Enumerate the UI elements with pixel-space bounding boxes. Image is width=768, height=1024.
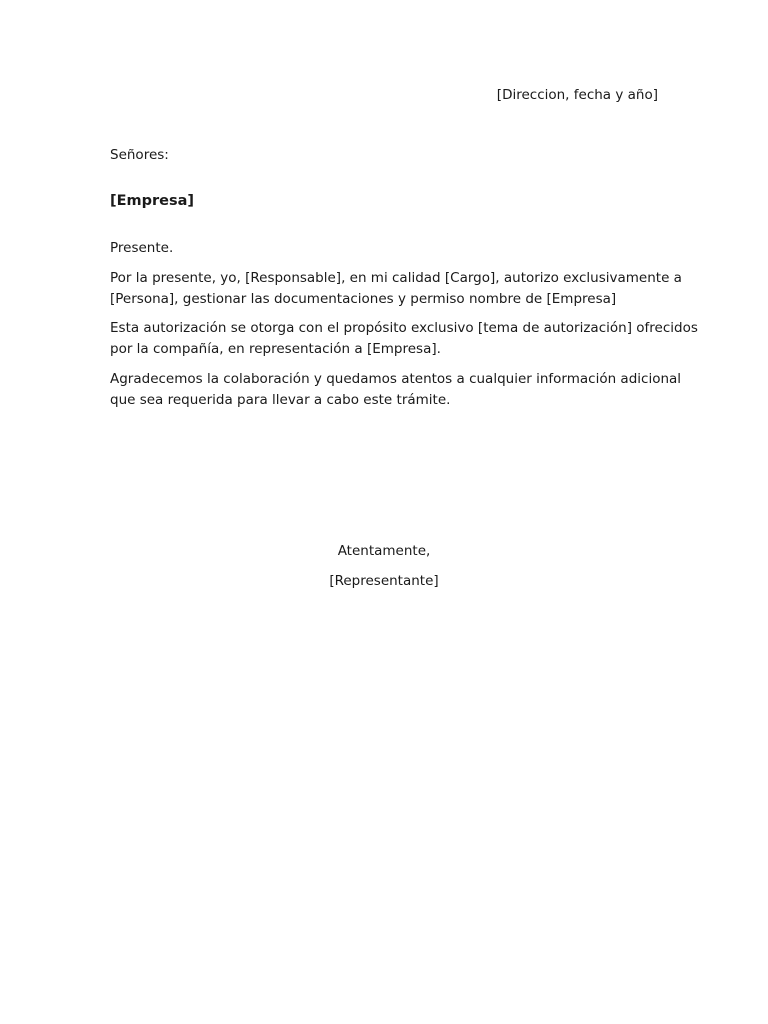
paragraph-line: por la compañía, en representación a [Empresa]. bbox=[110, 341, 441, 357]
paragraph-purpose bbox=[110, 318, 698, 360]
signature-line: [Representante] bbox=[329, 573, 439, 589]
salutation: Señores: bbox=[110, 147, 169, 163]
paragraph-line: Por la presente, yo, [Responsable], en mi calidad [Cargo], autorizo exclusivamente a bbox=[110, 270, 682, 286]
paragraph-line: que sea requerida para llevar a cabo este trámite. bbox=[110, 392, 451, 408]
paragraph-thanks bbox=[110, 369, 682, 411]
present-line: Presente. bbox=[110, 240, 174, 256]
paragraph-line: Agradecemos la colaboración y quedamos atentos a cualquier información adicional bbox=[110, 371, 682, 387]
paragraph-authorization bbox=[110, 268, 682, 310]
paragraph-line: [Persona], gestionar las documentaciones y permiso nombre de [Empresa] bbox=[110, 291, 617, 307]
closing-line: Atentamente, bbox=[337, 543, 431, 559]
company-name: [Empresa] bbox=[110, 193, 195, 209]
date-line: [Direccion, fecha y año] bbox=[496, 87, 658, 103]
paragraph-line: Esta autorización se otorga con el propósito exclusivo [tema de autorización] ofrecidos bbox=[110, 320, 698, 336]
